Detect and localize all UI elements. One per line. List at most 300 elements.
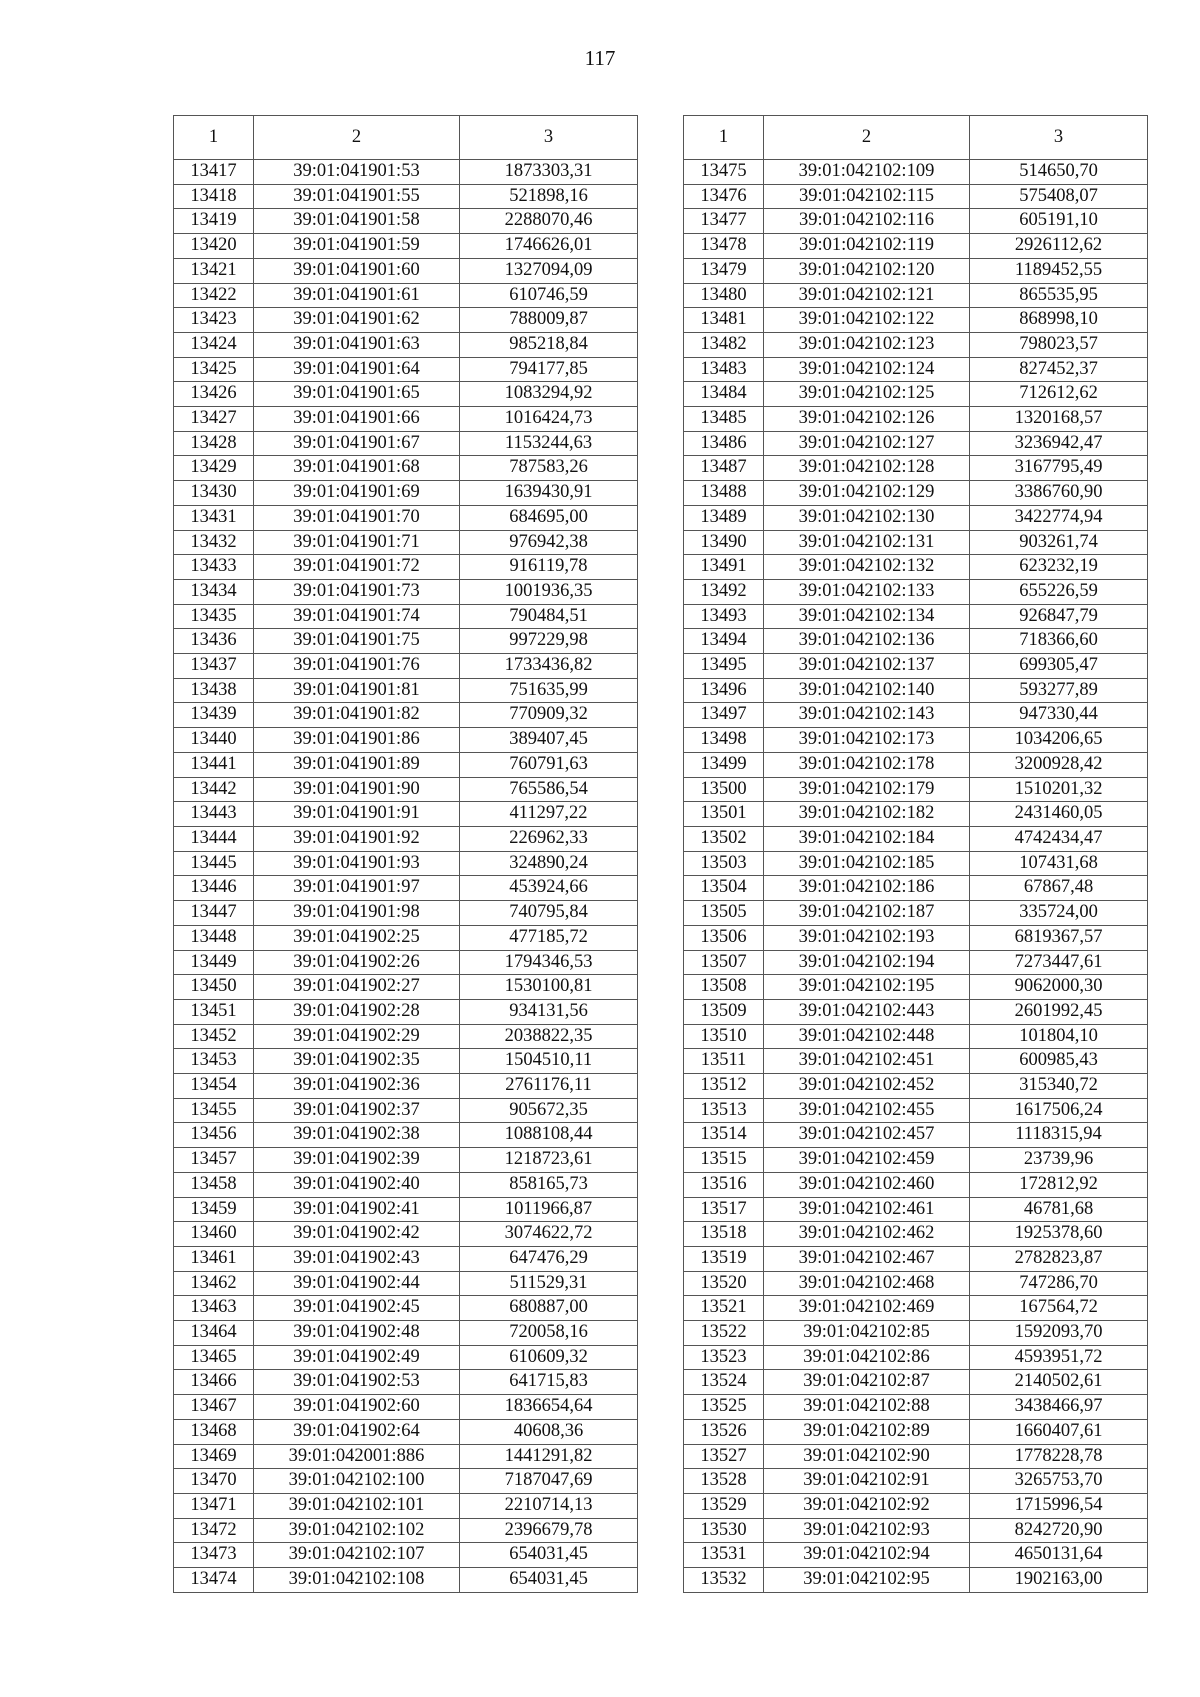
- column-header: 3: [970, 116, 1148, 160]
- row-number-cell: 13445: [174, 851, 254, 876]
- value-cell: 1530100,81: [460, 975, 638, 1000]
- table-row: [174, 1493, 638, 1518]
- cadastral-number-cell: 39:01:042102:182: [764, 802, 970, 827]
- value-cell: 2038822,35: [460, 1024, 638, 1049]
- table-row: [174, 184, 638, 209]
- table-row: [174, 654, 638, 679]
- value-cell: 3167795,49: [970, 456, 1148, 481]
- row-number-cell: 13483: [684, 357, 764, 382]
- row-number-cell: 13505: [684, 901, 764, 926]
- cadastral-number-cell: 39:01:041901:69: [254, 481, 460, 506]
- cadastral-number-cell: 39:01:041901:58: [254, 209, 460, 234]
- table-row: [684, 851, 1148, 876]
- cadastral-number-cell: 39:01:042102:137: [764, 654, 970, 679]
- value-cell: 2140502,61: [970, 1370, 1148, 1395]
- row-number-cell: 13493: [684, 604, 764, 629]
- cadastral-number-cell: 39:01:041901:68: [254, 456, 460, 481]
- value-cell: 1327094,09: [460, 258, 638, 283]
- value-cell: 1794346,53: [460, 950, 638, 975]
- cadastral-number-cell: 39:01:041901:74: [254, 604, 460, 629]
- row-number-cell: 13424: [174, 332, 254, 357]
- cadastral-number-cell: 39:01:041901:63: [254, 332, 460, 357]
- cadastral-number-cell: 39:01:042102:86: [764, 1345, 970, 1370]
- value-cell: 720058,16: [460, 1321, 638, 1346]
- row-number-cell: 13465: [174, 1345, 254, 1370]
- value-cell: 3074622,72: [460, 1222, 638, 1247]
- value-cell: 1733436,82: [460, 654, 638, 679]
- cadastral-number-cell: 39:01:041901:60: [254, 258, 460, 283]
- column-header: 2: [764, 116, 970, 160]
- table-row: [684, 1568, 1148, 1593]
- row-number-cell: 13462: [174, 1271, 254, 1296]
- value-cell: 751635,99: [460, 678, 638, 703]
- value-cell: 3236942,47: [970, 431, 1148, 456]
- cadastral-number-cell: 39:01:042102:184: [764, 826, 970, 851]
- row-number-cell: 13448: [174, 925, 254, 950]
- cadastral-number-cell: 39:01:041902:41: [254, 1197, 460, 1222]
- value-cell: 827452,37: [970, 357, 1148, 382]
- table-row: [174, 530, 638, 555]
- table-row: [684, 283, 1148, 308]
- table-row: [174, 1074, 638, 1099]
- table-row: [174, 357, 638, 382]
- cadastral-number-cell: 39:01:041901:73: [254, 579, 460, 604]
- table-row: [174, 1395, 638, 1420]
- cadastral-number-cell: 39:01:042102:116: [764, 209, 970, 234]
- table-row: [684, 1222, 1148, 1247]
- table-row: [174, 283, 638, 308]
- cadastral-number-cell: 39:01:041902:37: [254, 1098, 460, 1123]
- value-cell: 411297,22: [460, 802, 638, 827]
- table-row: [174, 1024, 638, 1049]
- table-row: [684, 999, 1148, 1024]
- cadastral-number-cell: 39:01:041902:38: [254, 1123, 460, 1148]
- row-number-cell: 13423: [174, 308, 254, 333]
- table-row: [684, 876, 1148, 901]
- value-cell: 647476,29: [460, 1246, 638, 1271]
- table-row: [684, 234, 1148, 259]
- value-cell: 3265753,70: [970, 1469, 1148, 1494]
- row-number-cell: 13511: [684, 1049, 764, 1074]
- row-number-cell: 13520: [684, 1271, 764, 1296]
- value-cell: 641715,83: [460, 1370, 638, 1395]
- row-number-cell: 13438: [174, 678, 254, 703]
- cadastral-number-cell: 39:01:042102:469: [764, 1296, 970, 1321]
- cadastral-number-cell: 39:01:042102:100: [254, 1469, 460, 1494]
- table-row: [684, 357, 1148, 382]
- row-number-cell: 13425: [174, 357, 254, 382]
- row-number-cell: 13464: [174, 1321, 254, 1346]
- row-number-cell: 13532: [684, 1568, 764, 1593]
- cadastral-number-cell: 39:01:042102:455: [764, 1098, 970, 1123]
- table-row: [174, 555, 638, 580]
- cadastral-number-cell: 39:01:042102:107: [254, 1543, 460, 1568]
- row-number-cell: 13502: [684, 826, 764, 851]
- value-cell: 40608,36: [460, 1419, 638, 1444]
- value-cell: 699305,47: [970, 654, 1148, 679]
- table-row: [174, 1543, 638, 1568]
- cadastral-number-cell: 39:01:041902:48: [254, 1321, 460, 1346]
- table-row: [684, 481, 1148, 506]
- value-cell: 7187047,69: [460, 1469, 638, 1494]
- cadastral-number-cell: 39:01:041902:25: [254, 925, 460, 950]
- row-number-cell: 13488: [684, 481, 764, 506]
- row-number-cell: 13443: [174, 802, 254, 827]
- left-table-body: [174, 160, 638, 1593]
- cadastral-number-cell: 39:01:042102:121: [764, 283, 970, 308]
- value-cell: 4593951,72: [970, 1345, 1148, 1370]
- cadastral-number-cell: 39:01:041901:98: [254, 901, 460, 926]
- column-header: 1: [684, 116, 764, 160]
- table-row: [684, 382, 1148, 407]
- value-cell: 1617506,24: [970, 1098, 1148, 1123]
- table-row: [174, 160, 638, 185]
- value-cell: 9062000,30: [970, 975, 1148, 1000]
- cadastral-number-cell: 39:01:042102:85: [764, 1321, 970, 1346]
- value-cell: 684695,00: [460, 505, 638, 530]
- cadastral-number-cell: 39:01:042102:443: [764, 999, 970, 1024]
- cadastral-number-cell: 39:01:042102:451: [764, 1049, 970, 1074]
- row-number-cell: 13455: [174, 1098, 254, 1123]
- value-cell: 514650,70: [970, 160, 1148, 185]
- value-cell: 760791,63: [460, 752, 638, 777]
- cadastral-number-cell: 39:01:042102:123: [764, 332, 970, 357]
- cadastral-number-cell: 39:01:042102:90: [764, 1444, 970, 1469]
- table-row: [174, 505, 638, 530]
- row-number-cell: 13439: [174, 703, 254, 728]
- value-cell: 477185,72: [460, 925, 638, 950]
- value-cell: 1088108,44: [460, 1123, 638, 1148]
- value-cell: 916119,78: [460, 555, 638, 580]
- table-row: [174, 1296, 638, 1321]
- row-number-cell: 13472: [174, 1518, 254, 1543]
- row-number-cell: 13426: [174, 382, 254, 407]
- cadastral-number-cell: 39:01:042102:452: [764, 1074, 970, 1099]
- row-number-cell: 13428: [174, 431, 254, 456]
- row-number-cell: 13456: [174, 1123, 254, 1148]
- row-number-cell: 13422: [174, 283, 254, 308]
- table-row: [174, 703, 638, 728]
- value-cell: 389407,45: [460, 728, 638, 753]
- row-number-cell: 13433: [174, 555, 254, 580]
- row-number-cell: 13473: [174, 1543, 254, 1568]
- cadastral-number-cell: 39:01:042102:108: [254, 1568, 460, 1593]
- table-row: [684, 1246, 1148, 1271]
- value-cell: 593277,89: [970, 678, 1148, 703]
- page-number: 117: [584, 46, 616, 70]
- cadastral-number-cell: 39:01:042102:102: [254, 1518, 460, 1543]
- table-row: [174, 604, 638, 629]
- cadastral-number-cell: 39:01:041902:28: [254, 999, 460, 1024]
- table-row: [174, 308, 638, 333]
- cadastral-number-cell: 39:01:042102:457: [764, 1123, 970, 1148]
- row-number-cell: 13494: [684, 629, 764, 654]
- cadastral-number-cell: 39:01:041902:40: [254, 1172, 460, 1197]
- value-cell: 1504510,11: [460, 1049, 638, 1074]
- table-row: [684, 703, 1148, 728]
- value-cell: 226962,33: [460, 826, 638, 851]
- value-cell: 1016424,73: [460, 407, 638, 432]
- cadastral-number-cell: 39:01:042102:134: [764, 604, 970, 629]
- row-number-cell: 13509: [684, 999, 764, 1024]
- cadastral-number-cell: 39:01:042102:129: [764, 481, 970, 506]
- cadastral-number-cell: 39:01:042102:94: [764, 1543, 970, 1568]
- table-row: [174, 752, 638, 777]
- row-number-cell: 13507: [684, 950, 764, 975]
- value-cell: 934131,56: [460, 999, 638, 1024]
- row-number-cell: 13514: [684, 1123, 764, 1148]
- value-cell: 718366,60: [970, 629, 1148, 654]
- cadastral-number-cell: 39:01:042102:132: [764, 555, 970, 580]
- row-number-cell: 13477: [684, 209, 764, 234]
- table-row: [684, 925, 1148, 950]
- cadastral-number-cell: 39:01:042102:462: [764, 1222, 970, 1247]
- value-cell: 8242720,90: [970, 1518, 1148, 1543]
- table-row: [174, 481, 638, 506]
- row-number-cell: 13461: [174, 1246, 254, 1271]
- cadastral-number-cell: 39:01:041902:64: [254, 1419, 460, 1444]
- cadastral-number-cell: 39:01:042102:186: [764, 876, 970, 901]
- value-cell: 610609,32: [460, 1345, 638, 1370]
- row-number-cell: 13431: [174, 505, 254, 530]
- table-row: [174, 1197, 638, 1222]
- table-row: [174, 1518, 638, 1543]
- row-number-cell: 13467: [174, 1395, 254, 1420]
- table-row: [684, 1370, 1148, 1395]
- cadastral-number-cell: 39:01:042102:128: [764, 456, 970, 481]
- cadastral-number-cell: 39:01:042102:461: [764, 1197, 970, 1222]
- cadastral-number-cell: 39:01:041902:36: [254, 1074, 460, 1099]
- value-cell: 747286,70: [970, 1271, 1148, 1296]
- right-table: [683, 115, 1148, 1593]
- table-row: [174, 876, 638, 901]
- cadastral-number-cell: 39:01:041901:64: [254, 357, 460, 382]
- row-number-cell: 13470: [174, 1469, 254, 1494]
- row-number-cell: 13446: [174, 876, 254, 901]
- value-cell: 2926112,62: [970, 234, 1148, 259]
- cadastral-number-cell: 39:01:041901:72: [254, 555, 460, 580]
- table-row: [684, 802, 1148, 827]
- value-cell: 680887,00: [460, 1296, 638, 1321]
- cadastral-number-cell: 39:01:042102:101: [254, 1493, 460, 1518]
- row-number-cell: 13521: [684, 1296, 764, 1321]
- value-cell: 1218723,61: [460, 1148, 638, 1173]
- table-row: [684, 308, 1148, 333]
- table-row: [174, 975, 638, 1000]
- table-row: [684, 629, 1148, 654]
- value-cell: 858165,73: [460, 1172, 638, 1197]
- table-row: [174, 579, 638, 604]
- row-number-cell: 13491: [684, 555, 764, 580]
- row-number-cell: 13475: [684, 160, 764, 185]
- column-header: 2: [254, 116, 460, 160]
- value-cell: 1746626,01: [460, 234, 638, 259]
- table-row: [684, 1024, 1148, 1049]
- value-cell: 765586,54: [460, 777, 638, 802]
- row-number-cell: 13501: [684, 802, 764, 827]
- row-number-cell: 13490: [684, 530, 764, 555]
- cadastral-number-cell: 39:01:041901:82: [254, 703, 460, 728]
- row-number-cell: 13454: [174, 1074, 254, 1099]
- table-row: [174, 1568, 638, 1593]
- cadastral-number-cell: 39:01:041901:91: [254, 802, 460, 827]
- value-cell: 788009,87: [460, 308, 638, 333]
- value-cell: 3200928,42: [970, 752, 1148, 777]
- cadastral-number-cell: 39:01:041901:62: [254, 308, 460, 333]
- table-row: [174, 901, 638, 926]
- table-row: [174, 431, 638, 456]
- cadastral-number-cell: 39:01:041901:67: [254, 431, 460, 456]
- row-number-cell: 13484: [684, 382, 764, 407]
- value-cell: 787583,26: [460, 456, 638, 481]
- value-cell: 712612,62: [970, 382, 1148, 407]
- value-cell: 605191,10: [970, 209, 1148, 234]
- value-cell: 3438466,97: [970, 1395, 1148, 1420]
- cadastral-number-cell: 39:01:041901:89: [254, 752, 460, 777]
- row-number-cell: 13525: [684, 1395, 764, 1420]
- table-row: [174, 629, 638, 654]
- row-number-cell: 13441: [174, 752, 254, 777]
- row-number-cell: 13512: [684, 1074, 764, 1099]
- value-cell: 167564,72: [970, 1296, 1148, 1321]
- value-cell: 7273447,61: [970, 950, 1148, 975]
- value-cell: 1592093,70: [970, 1321, 1148, 1346]
- cadastral-number-cell: 39:01:042102:125: [764, 382, 970, 407]
- row-number-cell: 13463: [174, 1296, 254, 1321]
- table-row: [684, 1395, 1148, 1420]
- row-number-cell: 13503: [684, 851, 764, 876]
- cadastral-number-cell: 39:01:042102:124: [764, 357, 970, 382]
- cadastral-number-cell: 39:01:042102:127: [764, 431, 970, 456]
- value-cell: 23739,96: [970, 1148, 1148, 1173]
- value-cell: 865535,95: [970, 283, 1148, 308]
- cadastral-number-cell: 39:01:042102:131: [764, 530, 970, 555]
- cadastral-number-cell: 39:01:042102:173: [764, 728, 970, 753]
- row-number-cell: 13442: [174, 777, 254, 802]
- value-cell: 790484,51: [460, 604, 638, 629]
- cadastral-number-cell: 39:01:041902:60: [254, 1395, 460, 1420]
- row-number-cell: 13506: [684, 925, 764, 950]
- table-row: [684, 1493, 1148, 1518]
- table-row: [174, 925, 638, 950]
- value-cell: 511529,31: [460, 1271, 638, 1296]
- header-row: [684, 116, 1148, 160]
- cadastral-number-cell: 39:01:042102:468: [764, 1271, 970, 1296]
- value-cell: 453924,66: [460, 876, 638, 901]
- table-row: [684, 1271, 1148, 1296]
- row-number-cell: 13417: [174, 160, 254, 185]
- table-row: [684, 1049, 1148, 1074]
- cadastral-number-cell: 39:01:041901:97: [254, 876, 460, 901]
- value-cell: 655226,59: [970, 579, 1148, 604]
- cadastral-number-cell: 39:01:041901:53: [254, 160, 460, 185]
- cadastral-number-cell: 39:01:041901:70: [254, 505, 460, 530]
- table-row: [174, 950, 638, 975]
- value-cell: 868998,10: [970, 308, 1148, 333]
- row-number-cell: 13492: [684, 579, 764, 604]
- value-cell: 2601992,45: [970, 999, 1148, 1024]
- table-row: [684, 1444, 1148, 1469]
- value-cell: 2782823,87: [970, 1246, 1148, 1271]
- table-row: [174, 728, 638, 753]
- value-cell: 1925378,60: [970, 1222, 1148, 1247]
- cadastral-number-cell: 39:01:041902:39: [254, 1148, 460, 1173]
- table-row: [174, 209, 638, 234]
- table-row: [174, 407, 638, 432]
- cadastral-number-cell: 39:01:042102:467: [764, 1246, 970, 1271]
- table-row: [684, 160, 1148, 185]
- row-number-cell: 13440: [174, 728, 254, 753]
- cadastral-number-cell: 39:01:042102:130: [764, 505, 970, 530]
- row-number-cell: 13496: [684, 678, 764, 703]
- row-number-cell: 13466: [174, 1370, 254, 1395]
- row-number-cell: 13500: [684, 777, 764, 802]
- header-row: [174, 116, 638, 160]
- table-row: [684, 950, 1148, 975]
- table-row: [174, 332, 638, 357]
- value-cell: 3386760,90: [970, 481, 1148, 506]
- value-cell: 1510201,32: [970, 777, 1148, 802]
- table-row: [174, 1222, 638, 1247]
- cadastral-number-cell: 39:01:041901:76: [254, 654, 460, 679]
- row-number-cell: 13437: [174, 654, 254, 679]
- value-cell: 101804,10: [970, 1024, 1148, 1049]
- table-row: [174, 234, 638, 259]
- row-number-cell: 13447: [174, 901, 254, 926]
- cadastral-number-cell: 39:01:042102:89: [764, 1419, 970, 1444]
- table-row: [684, 678, 1148, 703]
- row-number-cell: 13499: [684, 752, 764, 777]
- row-number-cell: 13529: [684, 1493, 764, 1518]
- row-number-cell: 13510: [684, 1024, 764, 1049]
- value-cell: 770909,32: [460, 703, 638, 728]
- table-row: [684, 1296, 1148, 1321]
- value-cell: 2210714,13: [460, 1493, 638, 1518]
- row-number-cell: 13519: [684, 1246, 764, 1271]
- value-cell: 1034206,65: [970, 728, 1148, 753]
- row-number-cell: 13524: [684, 1370, 764, 1395]
- value-cell: 600985,43: [970, 1049, 1148, 1074]
- row-number-cell: 13420: [174, 234, 254, 259]
- cadastral-number-cell: 39:01:042102:140: [764, 678, 970, 703]
- value-cell: 997229,98: [460, 629, 638, 654]
- row-number-cell: 13485: [684, 407, 764, 432]
- row-number-cell: 13523: [684, 1345, 764, 1370]
- cadastral-number-cell: 39:01:041901:93: [254, 851, 460, 876]
- cadastral-number-cell: 39:01:041902:49: [254, 1345, 460, 1370]
- value-cell: 1715996,54: [970, 1493, 1148, 1518]
- cadastral-number-cell: 39:01:042102:179: [764, 777, 970, 802]
- value-cell: 1836654,64: [460, 1395, 638, 1420]
- value-cell: 623232,19: [970, 555, 1148, 580]
- row-number-cell: 13452: [174, 1024, 254, 1049]
- table-row: [174, 1419, 638, 1444]
- cadastral-number-cell: 39:01:041902:26: [254, 950, 460, 975]
- table-row: [174, 1321, 638, 1346]
- table-row: [684, 1345, 1148, 1370]
- value-cell: 654031,45: [460, 1568, 638, 1593]
- value-cell: 1639430,91: [460, 481, 638, 506]
- table-row: [174, 1444, 638, 1469]
- row-number-cell: 13427: [174, 407, 254, 432]
- cadastral-number-cell: 39:01:041901:75: [254, 629, 460, 654]
- row-number-cell: 13429: [174, 456, 254, 481]
- table-row: [174, 258, 638, 283]
- value-cell: 107431,68: [970, 851, 1148, 876]
- value-cell: 1873303,31: [460, 160, 638, 185]
- table-row: [684, 1197, 1148, 1222]
- table-row: [174, 1148, 638, 1173]
